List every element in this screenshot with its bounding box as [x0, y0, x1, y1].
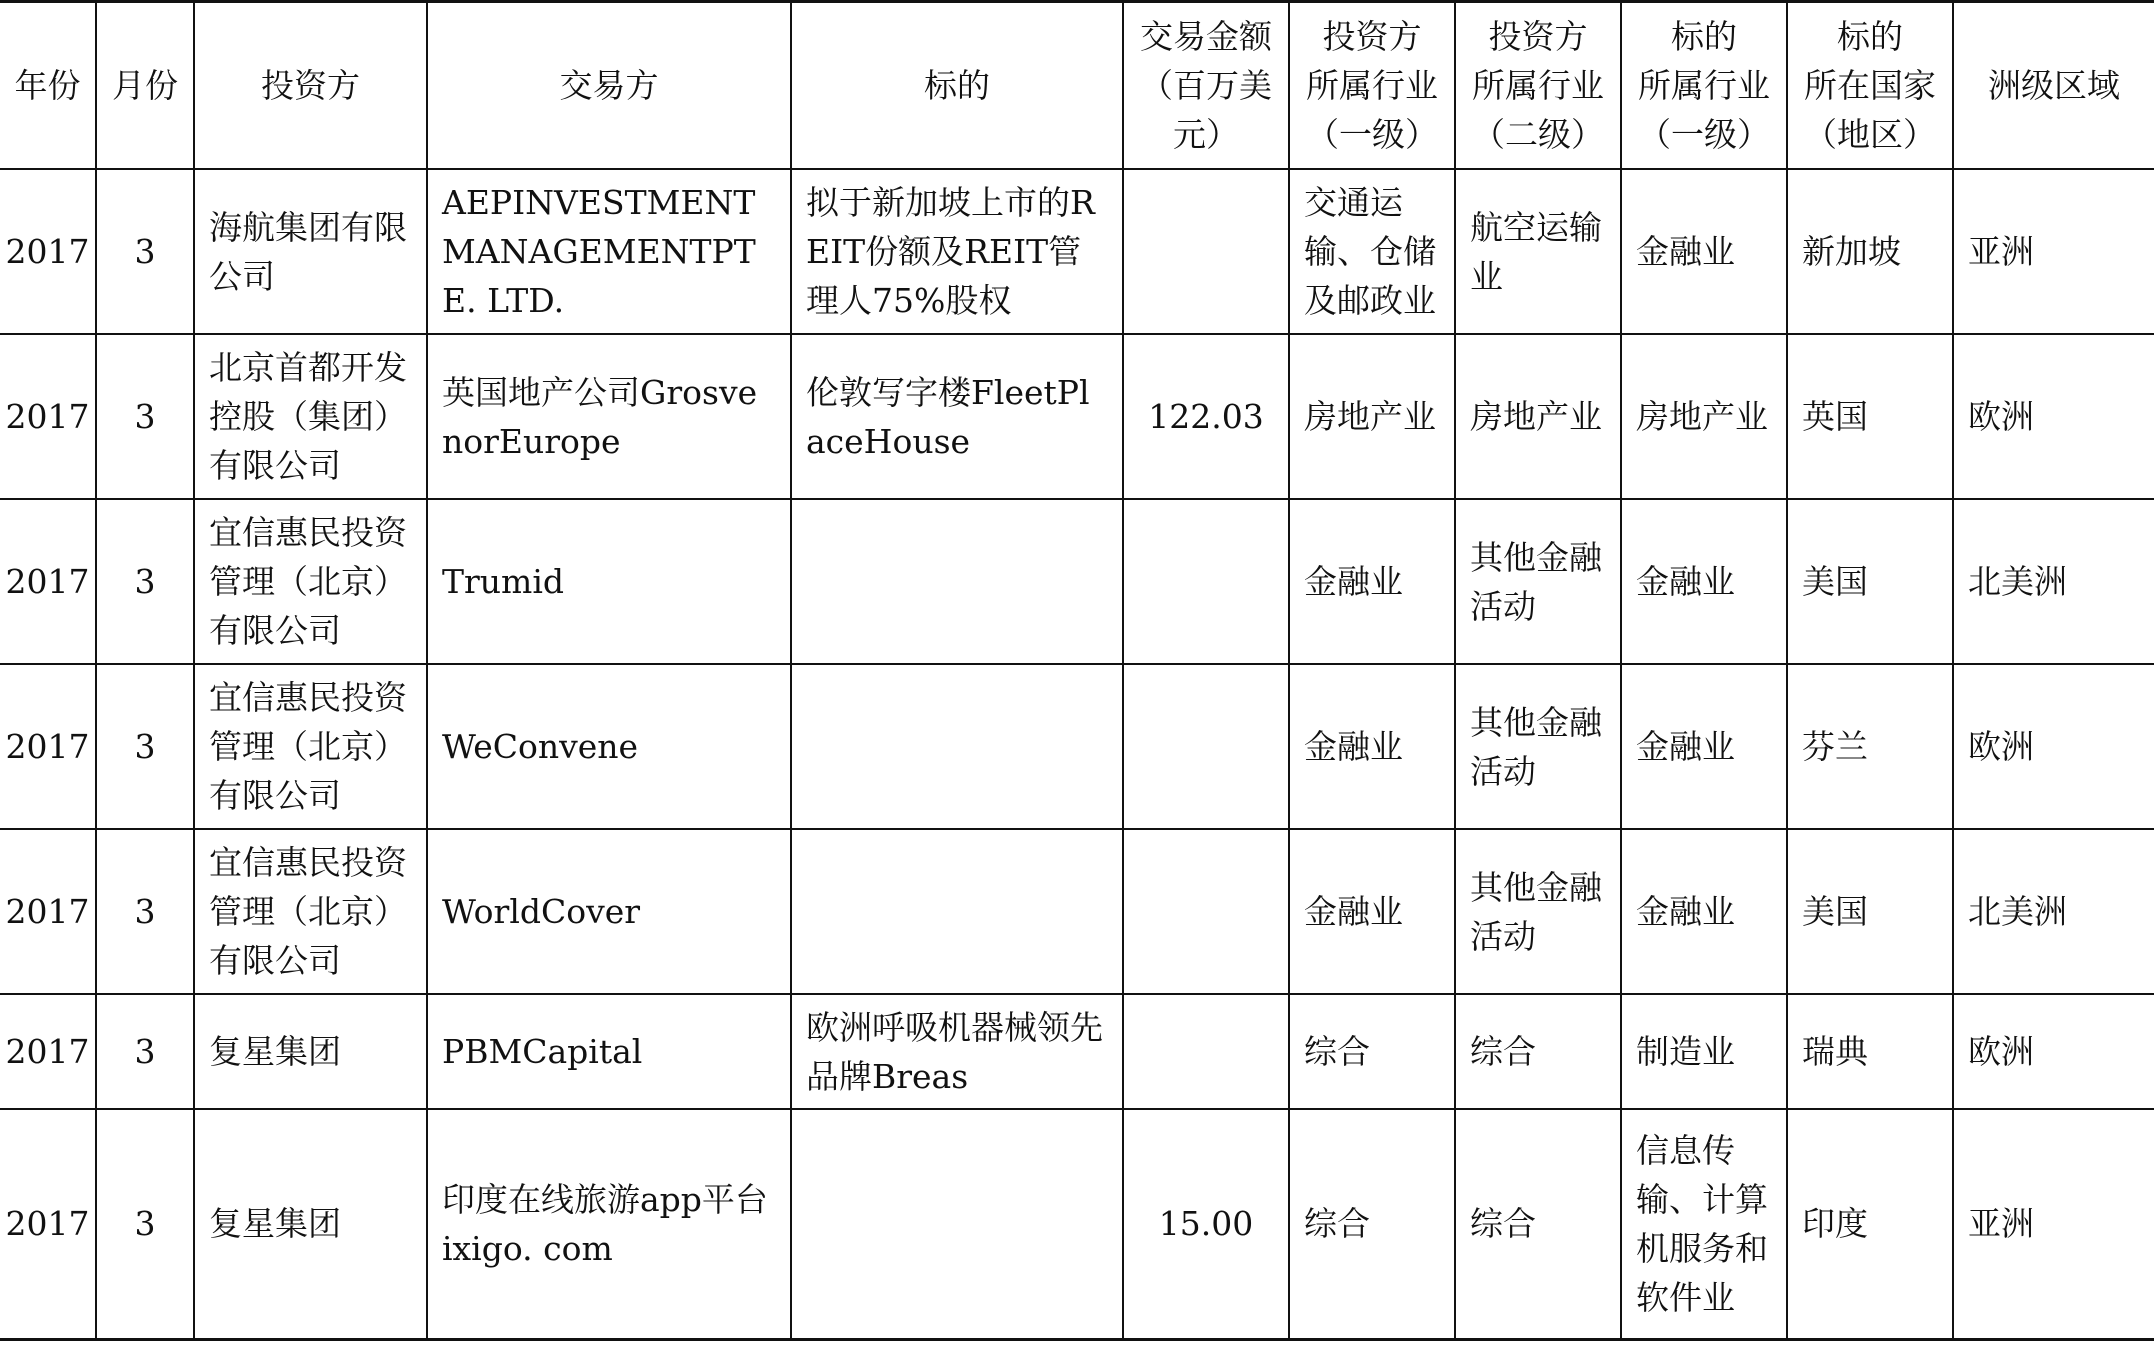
cell-target-industry: 信息传输、计算机服务和软件业: [1621, 1109, 1787, 1339]
cell-investor-industry-2: 其他金融活动: [1455, 664, 1621, 829]
table-row: [0, 169, 2154, 334]
cell-counterparty: PBMCapital: [427, 994, 791, 1109]
cell-year: 2017: [0, 1109, 96, 1339]
cell-investor-industry-1: 房地产业: [1289, 334, 1455, 499]
cell-counterparty: 英国地产公司GrosvenorEurope: [427, 334, 791, 499]
cell-target-industry: 房地产业: [1621, 334, 1787, 499]
cell-counterparty: Trumid: [427, 499, 791, 664]
table-row: [0, 829, 2154, 994]
cell-amount: [1123, 499, 1289, 664]
header-amount: 交易金额 （百万美元）: [1123, 2, 1289, 170]
cell-investor-industry-2: 其他金融活动: [1455, 829, 1621, 994]
cell-investor: 宜信惠民投资管理（北京）有限公司: [194, 499, 427, 664]
header-investor-industry-1: 投资方 所属行业 （一级）: [1289, 2, 1455, 170]
cell-amount: [1123, 994, 1289, 1109]
table-row: [0, 334, 2154, 499]
header-investor: 投资方: [194, 2, 427, 170]
cell-amount: [1123, 169, 1289, 334]
cell-target: 欧洲呼吸机器械领先品牌Breas: [791, 994, 1123, 1109]
cell-investor: 复星集团: [194, 994, 427, 1109]
cell-target-country: 英国: [1787, 334, 1953, 499]
cell-target-industry: 金融业: [1621, 829, 1787, 994]
cell-year: 2017: [0, 334, 96, 499]
cell-investor-industry-1: 交通运输、仓储及邮政业: [1289, 169, 1455, 334]
cell-month: 3: [96, 499, 194, 664]
cell-month: 3: [96, 994, 194, 1109]
cell-investor: 北京首都开发控股（集团）有限公司: [194, 334, 427, 499]
cell-investor-industry-1: 金融业: [1289, 664, 1455, 829]
cell-year: 2017: [0, 169, 96, 334]
cell-target-industry: 金融业: [1621, 499, 1787, 664]
cell-amount: 122.03: [1123, 334, 1289, 499]
cell-investor-industry-1: 金融业: [1289, 499, 1455, 664]
cell-target-country: 美国: [1787, 499, 1953, 664]
cell-target-country: 瑞典: [1787, 994, 1953, 1109]
cell-target-industry: 金融业: [1621, 664, 1787, 829]
cell-year: 2017: [0, 499, 96, 664]
cell-target-industry: 制造业: [1621, 994, 1787, 1109]
cell-investor-industry-2: 综合: [1455, 1109, 1621, 1339]
cell-continent: 亚洲: [1953, 169, 2154, 334]
table-row: [0, 664, 2154, 829]
cell-target-industry: 金融业: [1621, 169, 1787, 334]
cell-continent: 亚洲: [1953, 1109, 2154, 1339]
header-target-country: 标的 所在国家 （地区）: [1787, 2, 1953, 170]
header-continent: 洲级区域: [1953, 2, 2154, 170]
cell-continent: 欧洲: [1953, 994, 2154, 1109]
cell-continent: 欧洲: [1953, 334, 2154, 499]
cell-investor: 宜信惠民投资管理（北京）有限公司: [194, 664, 427, 829]
header-row: [0, 2, 2154, 170]
cell-investor: 复星集团: [194, 1109, 427, 1339]
cell-investor-industry-2: 航空运输业: [1455, 169, 1621, 334]
cell-investor-industry-1: 金融业: [1289, 829, 1455, 994]
cell-amount: 15.00: [1123, 1109, 1289, 1339]
cell-investor: 海航集团有限公司: [194, 169, 427, 334]
cell-month: 3: [96, 169, 194, 334]
cell-amount: [1123, 829, 1289, 994]
cell-target: [791, 1109, 1123, 1339]
cell-continent: 欧洲: [1953, 664, 2154, 829]
cell-investor-industry-2: 房地产业: [1455, 334, 1621, 499]
cell-target: [791, 829, 1123, 994]
cell-target: [791, 664, 1123, 829]
cell-month: 3: [96, 664, 194, 829]
header-year: 年份: [0, 2, 96, 170]
table-row: [0, 994, 2154, 1109]
header-investor-industry-2: 投资方 所属行业 （二级）: [1455, 2, 1621, 170]
cell-counterparty: AEPINVESTMENTMANAGEMENTPTE. LTD.: [427, 169, 791, 334]
header-month: 月份: [96, 2, 194, 170]
cell-continent: 北美洲: [1953, 829, 2154, 994]
cell-target-country: 印度: [1787, 1109, 1953, 1339]
cell-investor: 宜信惠民投资管理（北京）有限公司: [194, 829, 427, 994]
cell-month: 3: [96, 829, 194, 994]
cell-target: 拟于新加坡上市的REIT份额及REIT管理人75%股权: [791, 169, 1123, 334]
cell-counterparty: WeConvene: [427, 664, 791, 829]
cell-target: 伦敦写字楼FleetPlaceHouse: [791, 334, 1123, 499]
cell-amount: [1123, 664, 1289, 829]
cell-investor-industry-2: 综合: [1455, 994, 1621, 1109]
cell-target-country: 新加坡: [1787, 169, 1953, 334]
cell-year: 2017: [0, 829, 96, 994]
cell-month: 3: [96, 334, 194, 499]
cell-investor-industry-1: 综合: [1289, 1109, 1455, 1339]
cell-counterparty: WorldCover: [427, 829, 791, 994]
table-row: [0, 1109, 2154, 1339]
cell-continent: 北美洲: [1953, 499, 2154, 664]
cell-month: 3: [96, 1109, 194, 1339]
table-row: [0, 499, 2154, 664]
cell-counterparty: 印度在线旅游app平台ixigo. com: [427, 1109, 791, 1339]
header-target: 标的: [791, 2, 1123, 170]
cell-investor-industry-1: 综合: [1289, 994, 1455, 1109]
header-target-industry: 标的 所属行业 （一级）: [1621, 2, 1787, 170]
cell-target-country: 美国: [1787, 829, 1953, 994]
cell-investor-industry-2: 其他金融活动: [1455, 499, 1621, 664]
cell-year: 2017: [0, 994, 96, 1109]
header-counterparty: 交易方: [427, 2, 791, 170]
cell-target-country: 芬兰: [1787, 664, 1953, 829]
cell-year: 2017: [0, 664, 96, 829]
cell-target: [791, 499, 1123, 664]
